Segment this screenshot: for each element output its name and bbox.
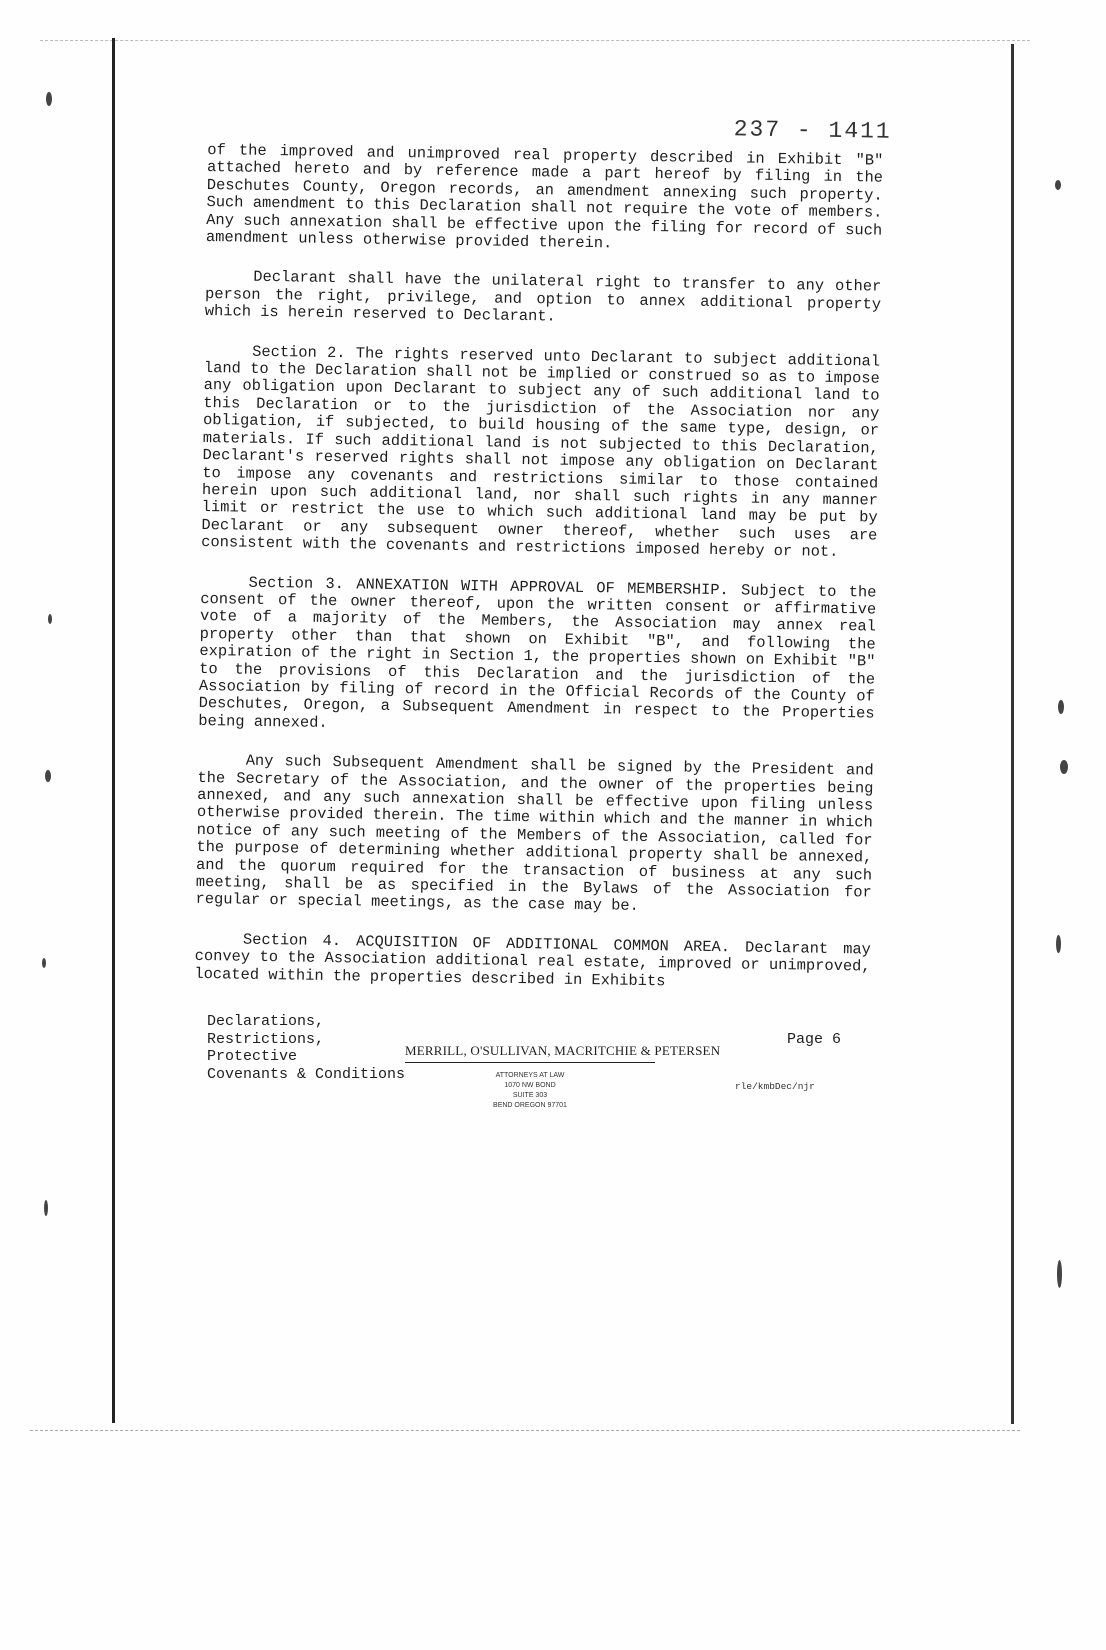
paragraph-transfer-right: Declarant shall have the unilateral right to transfer to any other person the right, privilege, and option to annex additional property which is herein reserved to Declarant. [204, 268, 882, 326]
scan-speck [42, 958, 46, 968]
paragraph-annexation-filing: of the improved and unimproved real property described in Exhibit "B" attached hereto and by reference made a part hereof by filing in the Deschutes County, Oregon records, an amendment annexing such property. Such amendment to this Declaration shall not require the vote of members. Any such annexation shall be effective upon the filing for record of such amendment unless otherwise provided therein. [205, 140, 884, 253]
bottom-edge-line [30, 1430, 1020, 1432]
firm-address-line: SUITE 303 [512, 1092, 548, 1099]
scan-speck [1057, 1260, 1062, 1288]
document-body [194, 108, 892, 1016]
paragraph-section-4: Section 4. ACQUISITION OF ADDITIONAL COMMON AREA. Declarant may convey to the Association additional real estate, improved or unimproved, located within the properties described in Exhibits [194, 930, 872, 990]
scan-speck [44, 1200, 48, 1216]
scan-speck [45, 770, 51, 782]
doc-title-line: Protective [207, 1048, 298, 1065]
page-number: Page 6 [787, 1031, 842, 1048]
doc-title-line: Restrictions, [207, 1030, 325, 1048]
paragraph-subsequent-amendment: Any such Subsequent Amendment shall be signed by the President and the Secretary of the Association, and the owner of the properties being annexed, and any such annexation shall be effective upon filing unless otherwise provided therein. The time within which and the manner in which notice of any such meeting of the Members of the Association, called for the purpose of determining whether additional property shall be annexed, and the quorum required for the transaction of business at any such meeting, shall be as specified in the Bylaws of the Association for regular or special meetings, as the case may be. [195, 751, 874, 916]
law-firm-block [405, 1043, 721, 1111]
doc-title-line: Covenants & Conditions [207, 1065, 406, 1083]
scan-speck [48, 614, 52, 624]
firm-address-line: BEND OREGON 97701 [493, 1102, 567, 1109]
paragraph-section-3: Section 3. ANNEXATION WITH APPROVAL OF MEMBERSHIP. Subject to the consent of the owner thereof, upon the written consent or affirmative vote of a majority of the Members, the Association may annex real property other than that shown on Exhibit "B", and following the expiration of the right in Section 1, the properties shown on Exhibit "B" to the provisions of this Declaration and the jurisdiction of the Association by filing of record in the Official Records of the County of Deschutes, Oregon, a Subsequent Amendment in respect to the Properties being annexed. [198, 573, 877, 732]
top-edge-line [40, 40, 1030, 42]
recording-number: 237 - 1411 [733, 116, 892, 145]
scan-speck [46, 92, 52, 106]
doc-title-line: Declarations, [207, 1013, 325, 1030]
scan-speck [1058, 700, 1064, 714]
scan-speck [1056, 935, 1061, 953]
paragraph-section-2: Section 2. The rights reserved unto Declarant to subject additional land to the Declaration shall not be implied or construed so as to impose any obligation upon Declarant to subject any of such additional land to this Declaration or to the jurisdiction of the Association nor any obligation, if subjected, to build housing of the same type, design, or materials. If such additional land is not subjected to this Declaration, Declarant's reserved rights shall not impose any obligation on Declarant to impose any covenants and restrictions similar to those contained herein upon such additional land, nor shall such rights in any manner limit or restrict the use to which such additional land may be put by Declarant or any subsequent owner thereof, whether such uses are consistent with the covenants and restrictions imposed hereby or not. [201, 342, 881, 562]
firm-address-line: ATTORNEYS AT LAW [495, 1072, 565, 1079]
left-margin-line [112, 38, 115, 1423]
file-reference: rle/kmbDec/njr [735, 1081, 815, 1092]
document-title-block [207, 1013, 405, 1083]
firm-address-line: 1070 NW BOND [504, 1082, 556, 1089]
scan-speck [1060, 760, 1068, 774]
right-margin-line [1011, 44, 1014, 1424]
scan-speck [1055, 180, 1061, 190]
law-firm-name: MERRILL, O'SULLIVAN, MACRITCHIE & PETERSEN [405, 1043, 655, 1063]
page-footer [207, 1013, 867, 1133]
